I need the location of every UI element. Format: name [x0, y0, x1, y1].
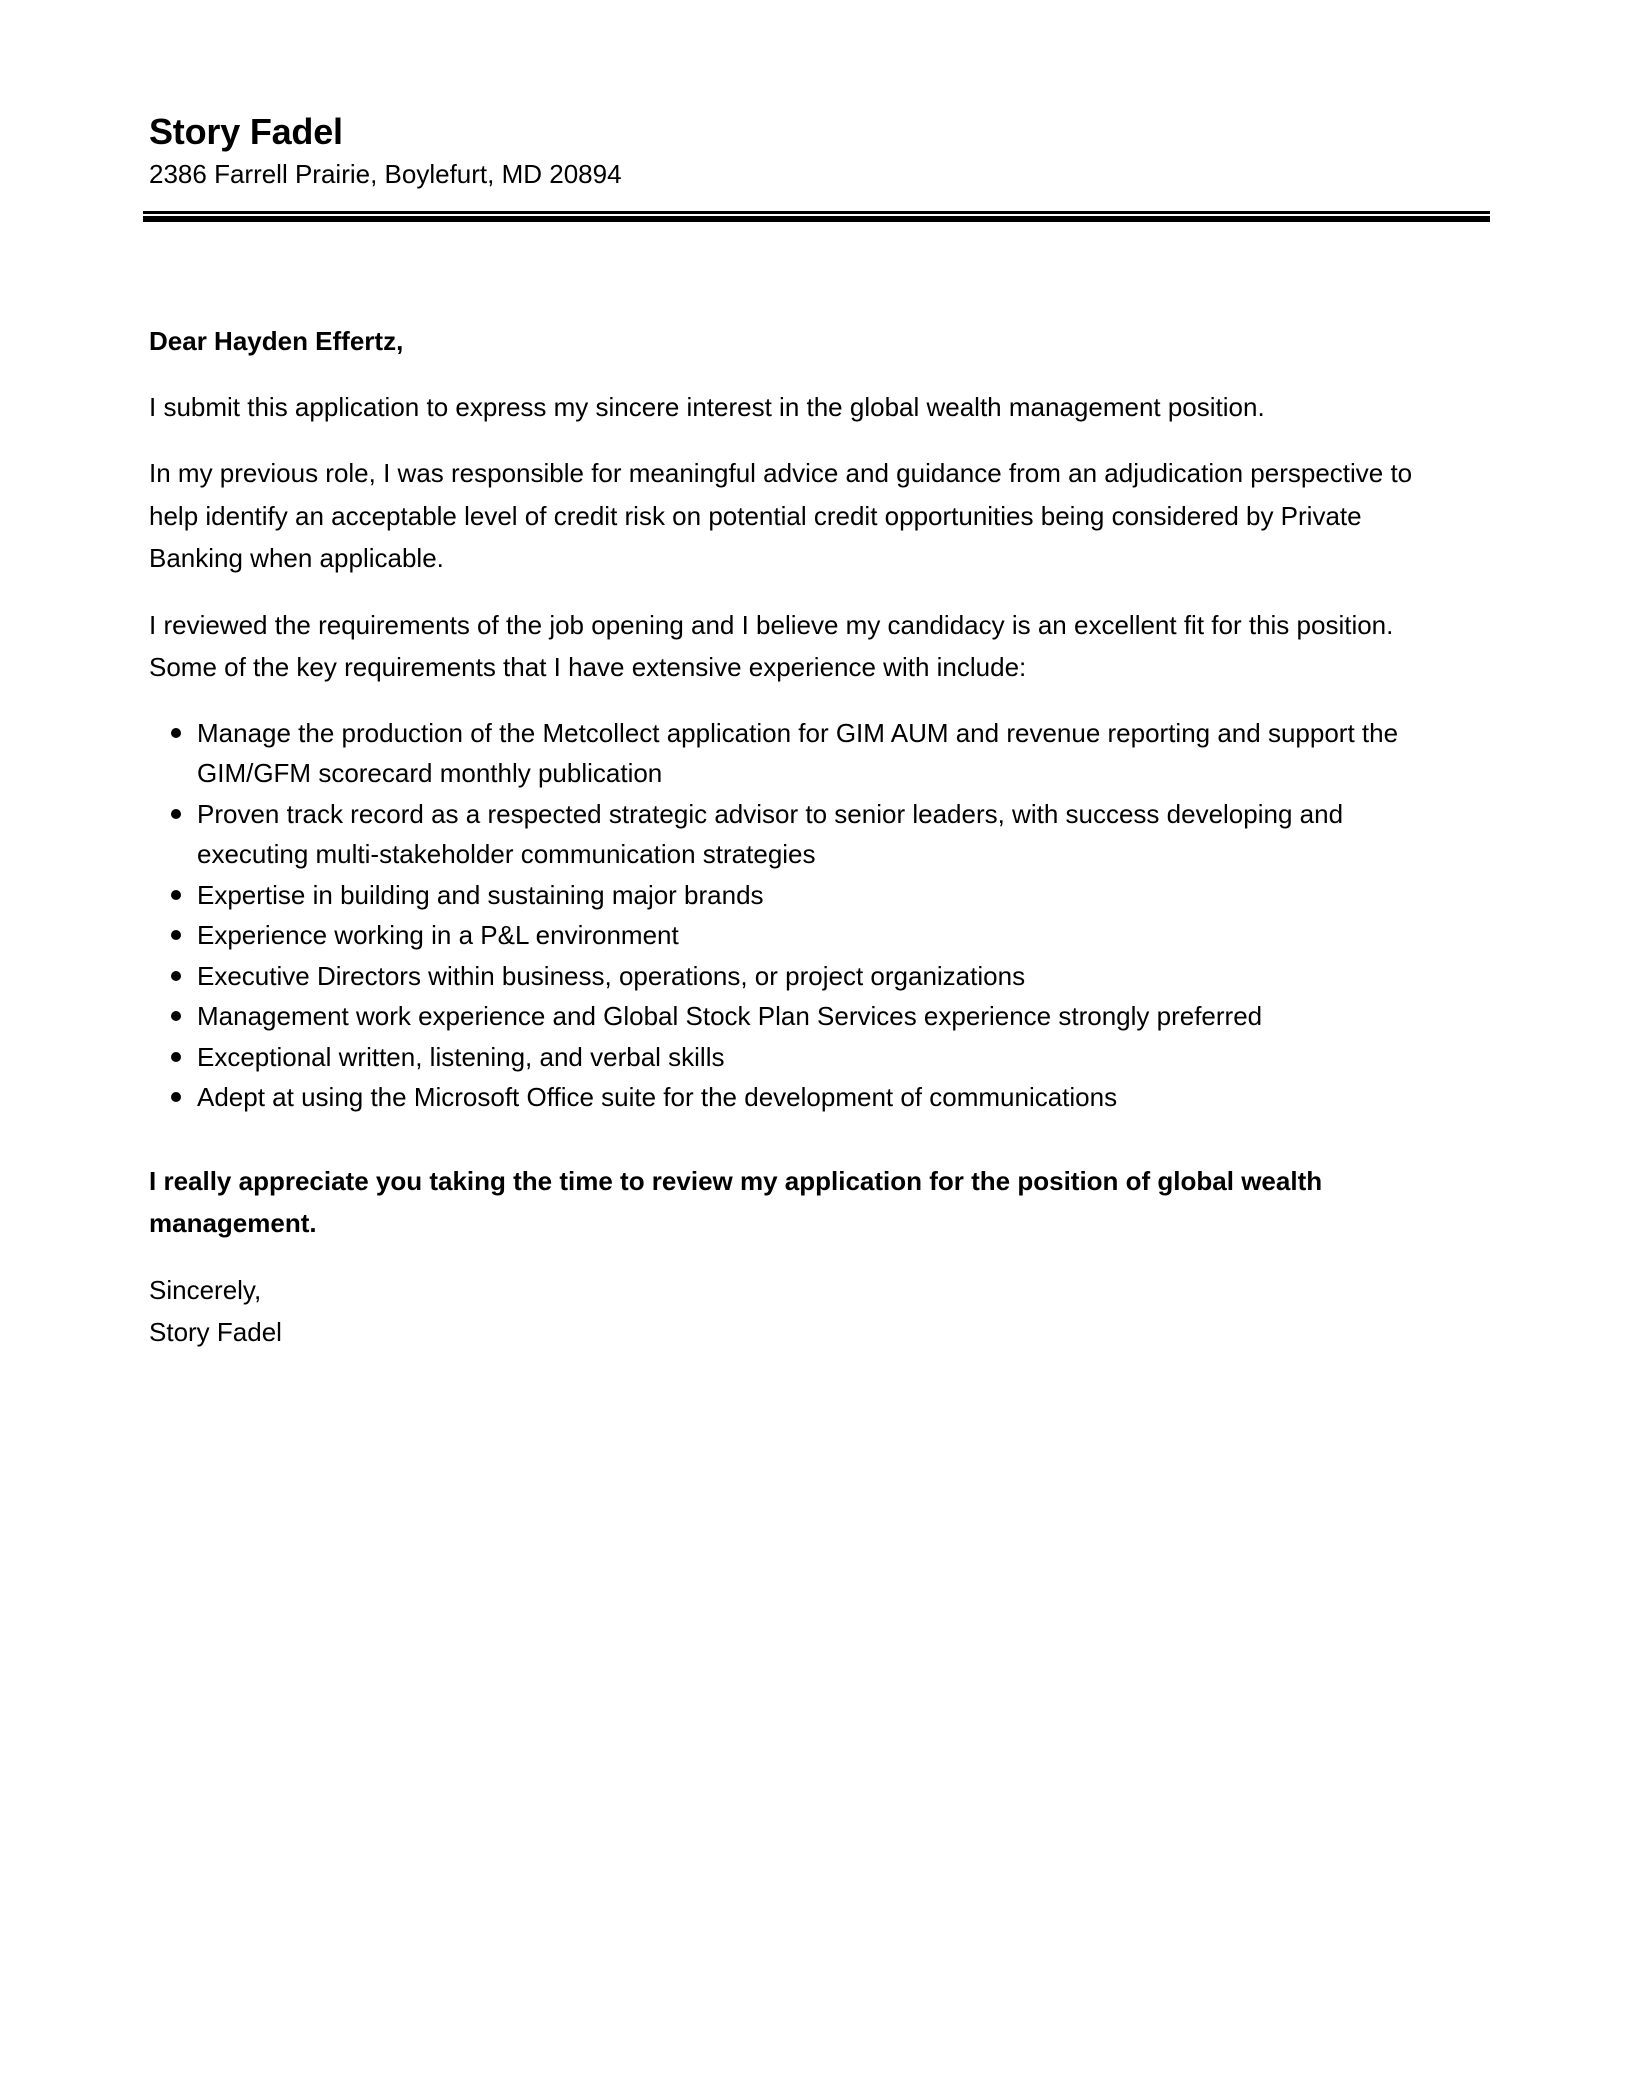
bullet-icon: [171, 1092, 181, 1102]
signature-name: Story Fadel: [149, 1317, 282, 1347]
sender-address: 2386 Farrell Prairie, Boylefurt, MD 20894: [149, 159, 622, 189]
divider-thick-line: [143, 216, 1490, 222]
list-item-text: Executive Directors within business, operations, or project organizations: [197, 960, 1026, 991]
bullet-icon: [171, 1052, 181, 1062]
list-item-text: Proven track record as a respected strategic advisor to senior leaders, with success developing and executing multi-stakeholder communication strategies: [197, 798, 1344, 869]
sender-name: Story Fadel: [149, 111, 343, 152]
bullet-icon: [171, 890, 181, 900]
list-item-text: Adept at using the Microsoft Office suite for the development of communications: [197, 1082, 1118, 1112]
list-item: [149, 996, 1439, 1037]
list-item-text: Management work experience and Global Stock Plan Services experience strongly preferred: [197, 1001, 1263, 1031]
bullet-icon: [171, 728, 181, 738]
requirements-list: [149, 713, 1439, 1118]
header-divider: [143, 211, 1490, 222]
closing-paragraph: I really appreciate you taking the time to review my application for the position of global wealth management.: [149, 1165, 1323, 1238]
experience-paragraph: In my previous role, I was responsible for meaningful advice and guidance from an adjudication perspective to help identify an acceptable level of credit risk on potential credit opportunities being considered by Private Banking when applicable.: [149, 458, 1413, 573]
list-item: [149, 1037, 1439, 1078]
salutation: Dear Hayden Effertz,: [149, 326, 404, 356]
list-item-text: Experience working in a P&L environment: [197, 920, 679, 950]
list-item: [149, 915, 1439, 956]
bullet-icon: [171, 1011, 181, 1021]
bullet-icon: [171, 971, 181, 981]
list-item: [149, 956, 1439, 997]
list-item-text: Expertise in building and sustaining major brands: [197, 879, 764, 910]
signoff: Sincerely,: [149, 1274, 262, 1305]
bullet-icon: [171, 930, 181, 940]
letterhead: [149, 110, 1489, 192]
letter-body: [149, 320, 1439, 1354]
list-item: [149, 713, 1439, 794]
list-item-text: Manage the production of the Metcollect application for GIM AUM and revenue reporting and support the GIM/GFM scorecard monthly publication: [197, 717, 1399, 788]
list-item: [149, 1077, 1439, 1118]
list-item: [149, 794, 1439, 875]
bullet-icon: [171, 809, 181, 819]
list-item: [149, 875, 1439, 916]
intro-paragraph: I submit this application to express my sincere interest in the global wealth management position.: [149, 391, 1265, 422]
list-item-text: Exceptional written, listening, and verbal skills: [197, 1041, 725, 1072]
requirements-intro-paragraph: I reviewed the requirements of the job opening and I believe my candidacy is an excellent fit for this position. Some of the key requirements that I have extensive experience with include:: [149, 609, 1394, 682]
